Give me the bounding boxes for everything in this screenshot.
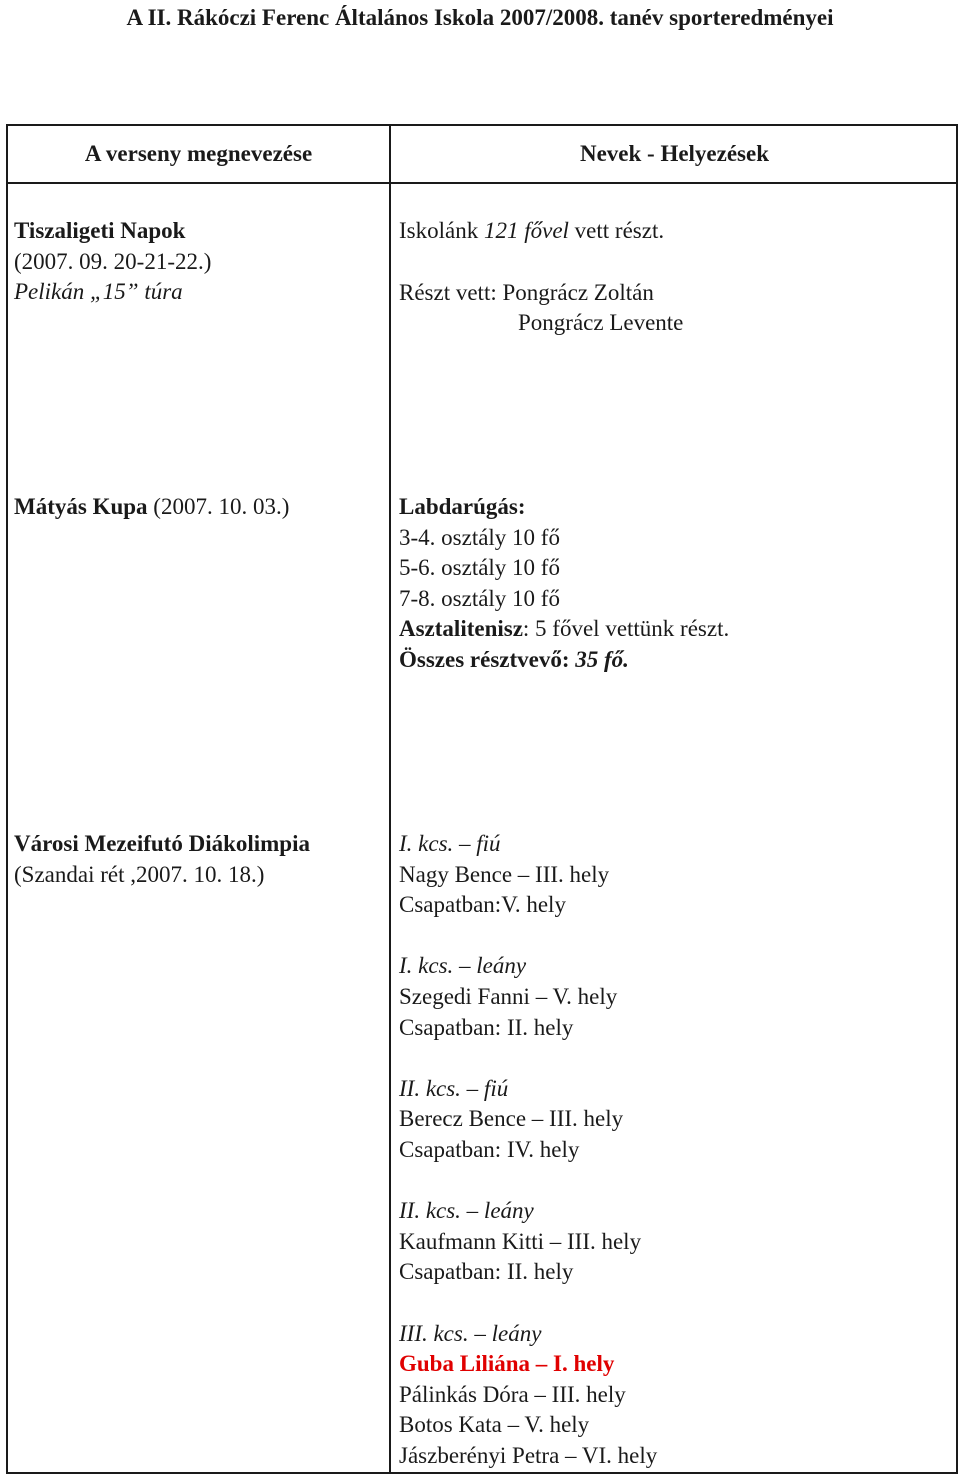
results-cell-1 <box>399 216 949 339</box>
header-results: Nevek - Helyezések <box>579 141 770 166</box>
results-cell-3 <box>399 829 949 1471</box>
result-line: Szegedi Fanni – V. hely <box>399 983 618 1009</box>
result-line: Csapatban: II. hely <box>399 1014 574 1040</box>
class-line: 7-8. osztály 10 fő <box>399 585 560 611</box>
event-cell-3 <box>14 829 384 890</box>
participant-line: Részt vett: Pongrácz Zoltán <box>399 279 654 305</box>
page-title: A II. Rákóczi Ferenc Általános Iskola 2007/2008. tanév sporteredményei <box>126 5 834 30</box>
result-line: Botos Kata – V. hely <box>399 1412 590 1438</box>
result-line: Berecz Bence – III. hely <box>399 1106 624 1132</box>
sport-label: Labdarúgás: <box>399 494 526 519</box>
event-date: (2007. 09. 20-21-22.) <box>14 248 212 274</box>
event-date: (Szandai rét ,2007. 10. 18.) <box>14 861 265 887</box>
result-line: Pálinkás Dóra – III. hely <box>399 1381 626 1407</box>
header-divider <box>6 182 958 184</box>
total-line: Összes résztvevő: 35 fő. <box>399 646 629 672</box>
event-name: Tiszaligeti Napok <box>14 218 186 243</box>
results-cell-2: Labdarúgás: 3-4. osztály 10 fő 5-6. osztály 10 fő 7-8. osztály 10 fő Asztalitenisz: 5 fővel vettünk részt. Összes résztvevő: 35 fő. <box>399 492 949 676</box>
sport-label: Asztalitenisz <box>399 616 523 642</box>
participant-count: 121 fővel <box>483 218 569 243</box>
result-line: Csapatban:V. hely <box>399 892 566 918</box>
column-divider <box>389 124 391 1474</box>
class-line: 3-4. osztály 10 fő <box>399 524 560 550</box>
winner-line: Guba Liliána – I. hely <box>399 1351 615 1377</box>
event-cell-2 <box>14 492 384 523</box>
category-heading: III. kcs. – leány <box>399 1320 542 1346</box>
result-line: Kaufmann Kitti – III. hely <box>399 1228 642 1254</box>
class-line: 5-6. osztály 10 fő <box>399 555 560 581</box>
result-line: Nagy Bence – III. hely <box>399 861 610 887</box>
event-sub: Pelikán „15” túra <box>14 279 183 305</box>
participation-line: Iskolánk 121 fővel vett részt. <box>399 218 665 243</box>
result-line: Csapatban: II. hely <box>399 1259 574 1285</box>
category-heading: I. kcs. – leány <box>399 953 527 979</box>
result-line: Jászberényi Petra – VI. hely <box>399 1442 658 1468</box>
total-value: 35 fő. <box>575 646 629 672</box>
event-date: (2007. 10. 03.) <box>147 494 290 519</box>
result-line: Csapatban: IV. hely <box>399 1136 580 1162</box>
event-name: Mátyás Kupa <box>14 494 148 519</box>
category-heading: II. kcs. – leány <box>399 1198 534 1224</box>
category-heading: II. kcs. – fiú <box>399 1075 509 1101</box>
event-cell-1 <box>14 216 384 308</box>
participant-line: Pongrácz Levente <box>518 310 684 336</box>
header-event: A verseny megnevezése <box>84 141 313 166</box>
event-name: Városi Mezeifutó Diákolimpia <box>14 831 310 856</box>
category-heading: I. kcs. – fiú <box>399 831 501 856</box>
